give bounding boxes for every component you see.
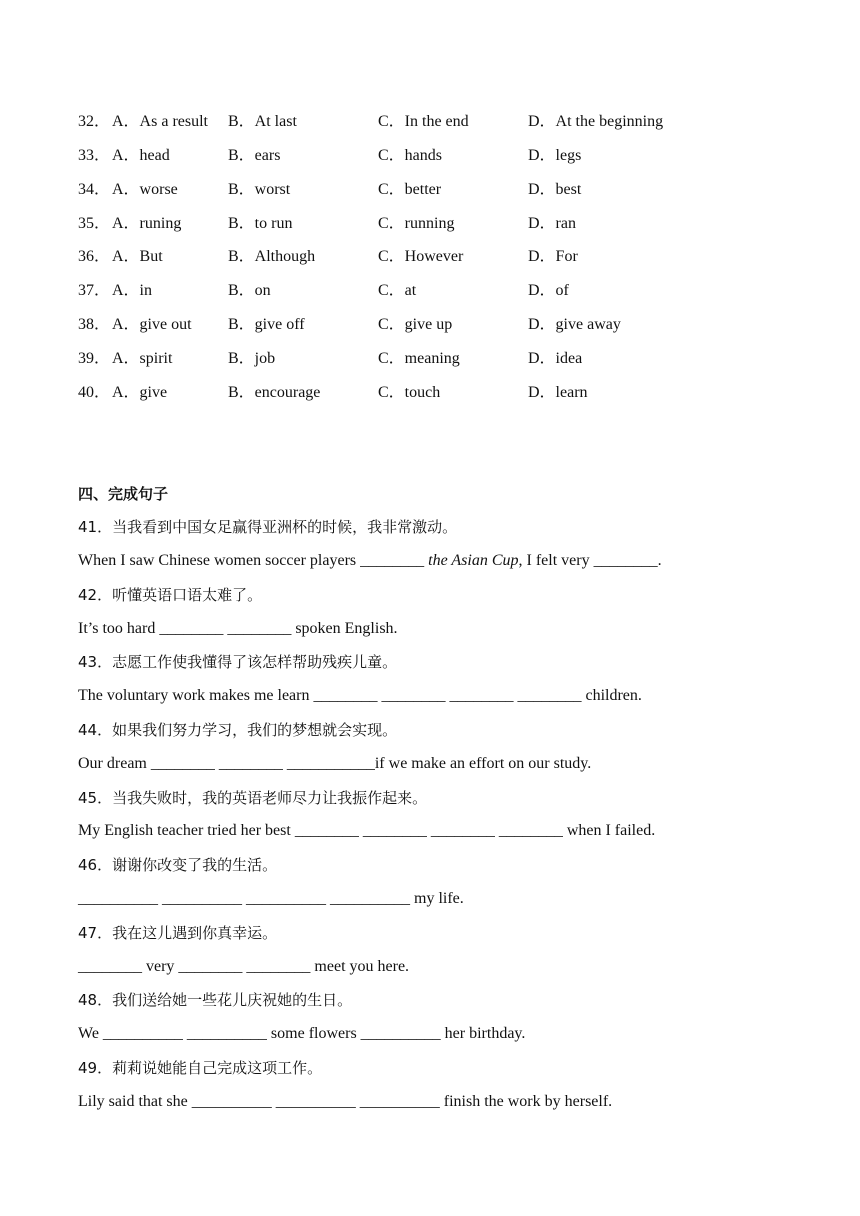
option-d: D．At the beginning: [528, 113, 664, 130]
option-c: C．However: [378, 248, 464, 265]
option-d: D．ran: [528, 215, 576, 232]
q49-chinese: 49．莉莉说她能自己完成这项工作。: [78, 1059, 323, 1077]
q45-english: My English teacher tried her best ________ ________ ________ ________ when I failed.: [78, 822, 656, 839]
q42-english: It’s too hard ________ ________ spoken English.: [78, 620, 398, 637]
option-a: A．runing: [112, 215, 182, 232]
question-number: 36．: [78, 248, 111, 265]
q41-text-part1: When I saw Chinese women soccer players ________: [78, 552, 429, 569]
option-c: C．hands: [378, 147, 443, 164]
q47-chinese: 47．我在这儿遇到你真幸运。: [78, 924, 278, 942]
q41-english: [78, 551, 662, 571]
section-title: 四、完成句子: [78, 485, 169, 503]
question-number: 35．: [78, 215, 111, 232]
q42-chinese: 42．听懂英语口语太难了。: [78, 586, 263, 604]
option-c: C．running: [378, 215, 455, 232]
q43-english: The voluntary work makes me learn ________ ________ ________ ________ children.: [78, 687, 642, 704]
option-b: B．job: [228, 350, 276, 367]
option-b: B．ears: [228, 147, 281, 164]
option-d: D．give away: [528, 316, 621, 333]
option-c: C．In the end: [378, 113, 469, 130]
option-d: D．idea: [528, 350, 583, 367]
q48-chinese: 48．我们送给她一些花儿庆祝她的生日。: [78, 991, 353, 1009]
question-number: 40．: [78, 384, 111, 401]
q41-text-part2: , I felt very ________.: [518, 552, 662, 569]
option-d: D．best: [528, 181, 582, 198]
q45-chinese: 45．当我失败时，我的英语老师尽力让我振作起来。: [78, 789, 428, 807]
option-b: B．encourage: [228, 384, 321, 401]
question-number: 33．: [78, 147, 111, 164]
option-a: A．As a result: [112, 113, 208, 130]
option-a: A．But: [112, 248, 163, 265]
option-c: C．meaning: [378, 350, 460, 367]
option-d: D．of: [528, 282, 569, 299]
option-c: C．touch: [378, 384, 441, 401]
question-number: 38．: [78, 316, 111, 333]
question-number: 37．: [78, 282, 111, 299]
q44-english: Our dream ________ ________ ___________if we make an effort on our study.: [78, 755, 592, 772]
option-d: D．learn: [528, 384, 588, 401]
option-d: D．legs: [528, 147, 582, 164]
option-b: B．Although: [228, 248, 316, 265]
q41-italic-text: the Asian Cup: [428, 552, 519, 569]
option-c: C．at: [378, 282, 417, 299]
option-b: B．At last: [228, 113, 297, 130]
option-a: A．give out: [112, 316, 192, 333]
question-number: 32．: [78, 113, 111, 130]
q41-chinese: 41．当我看到中国女足赢得亚洲杯的时候，我非常激动。: [78, 518, 458, 536]
option-c: C．give up: [378, 316, 453, 333]
option-b: B．worst: [228, 181, 291, 198]
option-a: A．worse: [112, 181, 178, 198]
question-number: 34．: [78, 181, 111, 198]
option-b: B．on: [228, 282, 271, 299]
question-number: 39．: [78, 350, 111, 367]
q44-chinese: 44．如果我们努力学习，我们的梦想就会实现。: [78, 721, 398, 739]
option-a: A．spirit: [112, 350, 173, 367]
option-d: D．For: [528, 248, 578, 265]
q46-chinese: 46．谢谢你改变了我的生活。: [78, 856, 278, 874]
q49-english: Lily said that she __________ __________ __________ finish the work by herself.: [78, 1093, 613, 1110]
option-b: B．give off: [228, 316, 305, 333]
option-c: C．better: [378, 181, 442, 198]
q48-english: We __________ __________ some flowers __________ her birthday.: [78, 1025, 526, 1042]
option-a: A．head: [112, 147, 170, 164]
option-a: A．in: [112, 282, 153, 299]
q43-chinese: 43．志愿工作使我懂得了该怎样帮助残疾儿童。: [78, 653, 398, 671]
option-b: B．to run: [228, 215, 293, 232]
option-a: A．give: [112, 384, 168, 401]
q47-english: ________ very ________ ________ meet you here.: [78, 958, 410, 975]
q46-english: __________ __________ __________ __________ my life.: [78, 890, 464, 907]
